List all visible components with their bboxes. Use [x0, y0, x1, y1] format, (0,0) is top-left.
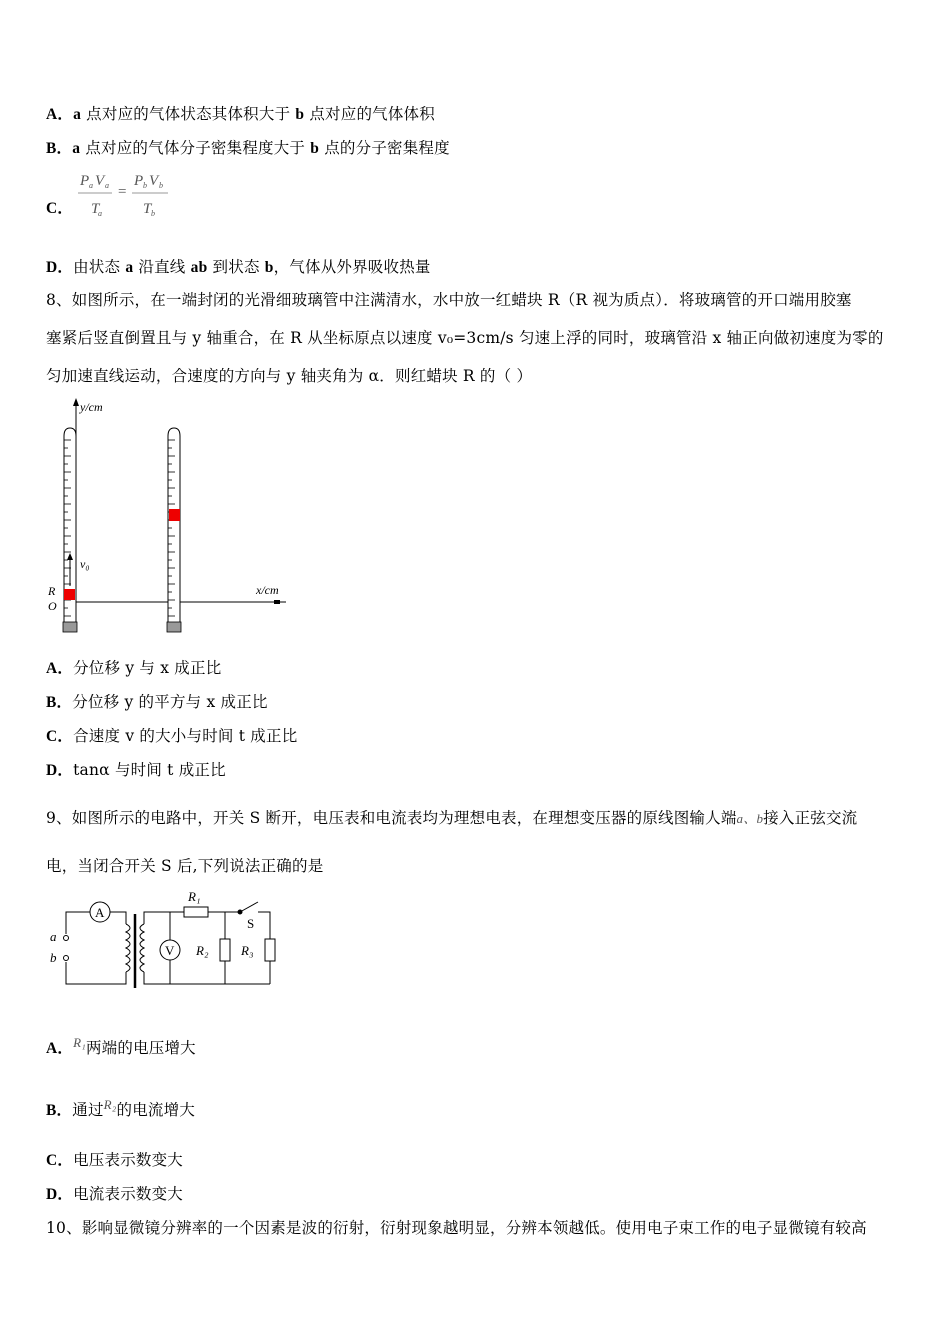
- y-axis-arrow: [73, 398, 79, 406]
- stem-text: 9、如图所示的电路中，开关 S 断开，电压表和电流表均为理想电表，在理想变压器的原线图输人端: [46, 809, 737, 827]
- x-axis-label: x/cm: [256, 583, 279, 597]
- q8-option-d: [46, 758, 226, 780]
- red-wax-block-moved: [169, 509, 180, 521]
- option-text: 点的分子密集程度: [319, 139, 450, 157]
- left-tube: [63, 428, 77, 632]
- option-text: 通过: [72, 1101, 104, 1119]
- q9-option-d: [46, 1182, 183, 1204]
- separator: 、: [743, 811, 757, 826]
- option-label: A．: [46, 106, 74, 123]
- option-text: 到状态: [207, 258, 265, 276]
- var-b: b: [295, 106, 305, 123]
- option-label: C．: [46, 728, 74, 745]
- formula-v-right: V: [149, 173, 159, 189]
- var-b: b: [310, 140, 320, 157]
- switch-blade[interactable]: [240, 902, 258, 912]
- option-label: D．: [46, 259, 74, 276]
- q8-stem-line2: 塞紧后竖直倒置且与 y 轴重合，在 R 从坐标原点以速度 v₀=3cm/s 匀速上浮的同时，玻璃管沿 x 轴正向做初速度为零的: [46, 329, 884, 347]
- formula-eq: =: [118, 184, 127, 200]
- option-text: tanα 与时间 t 成正比: [73, 761, 226, 779]
- r1-label: R₁: [188, 889, 201, 904]
- formula-t-right: T: [143, 201, 152, 217]
- formula-p-right: P: [134, 173, 144, 189]
- right-tube: [167, 428, 181, 632]
- formula-sub: a: [98, 209, 102, 218]
- voltmeter-label: V: [165, 943, 175, 958]
- formula-sub: a: [89, 181, 93, 190]
- q8-stem-line1: 8、如图所示，在一端封闭的光滑细玻璃管中注满清水，水中放一红蜡块 R（R 视为质点）．将玻璃管的开口端用胶塞: [46, 291, 852, 309]
- option-text: 电压表示数变大: [73, 1151, 183, 1169]
- option-text: 两端的电压增大: [85, 1039, 196, 1057]
- velocity-label: v₀: [80, 557, 90, 571]
- option-label: A．: [46, 660, 74, 677]
- q10-stem-line1: 10、影响显微镜分辨率的一个因素是波的衍射，衍射现象越明显，分辨本领越低。使用电子束工作的电子显微镜有较高: [46, 1219, 867, 1237]
- secondary-coil: [140, 924, 144, 972]
- q9-option-a: [46, 1036, 196, 1058]
- var-a: a: [125, 259, 134, 276]
- option-label: B．: [46, 140, 73, 157]
- resistor-r1: [184, 907, 208, 917]
- option-label: C．: [46, 200, 74, 217]
- option-text: 沿直线: [133, 258, 191, 276]
- r3-label: R₃: [241, 943, 254, 958]
- option-label: B．: [46, 694, 73, 711]
- option-label: A．: [46, 1040, 74, 1057]
- q8-stem-line3: 匀加速直线运动，合速度的方向与 y 轴夹角为 α．则红蜡块 R 的（ ）: [46, 367, 533, 385]
- q7-option-a: [46, 102, 435, 124]
- formula-sub: a: [105, 181, 109, 190]
- origin-label: O: [48, 599, 57, 613]
- option-text: 点对应的气体体积: [304, 105, 435, 123]
- primary-coil: [126, 924, 130, 972]
- terminal-b-dot: [64, 956, 69, 961]
- x-axis-arrow: [274, 600, 280, 604]
- option-label: C．: [46, 1152, 74, 1169]
- option-text: 由状态: [73, 258, 126, 276]
- option-text: 电流表示数变大: [73, 1185, 183, 1203]
- q9-stem-line2: 电，当闭合开关 S 后,下列说法正确的是: [46, 857, 324, 875]
- q7-formula: [76, 168, 176, 220]
- formula-v-left: V: [95, 173, 105, 189]
- q9-option-b: [46, 1098, 195, 1120]
- stem-text: 接入正弦交流: [763, 809, 858, 827]
- q9-stem-line1: [46, 806, 857, 828]
- terminal-a-dot: [64, 936, 69, 941]
- option-text: 点对应的气体状态其体积大于: [81, 105, 296, 123]
- q7-option-b: [46, 136, 450, 158]
- formula-t-left: T: [91, 201, 100, 217]
- y-axis-label: y/cm: [80, 400, 103, 414]
- var-r1: R₁: [73, 1035, 86, 1050]
- var-a: a: [73, 106, 82, 123]
- option-text: ，气体从外界吸收热量: [273, 258, 431, 276]
- red-wax-block: [64, 589, 75, 600]
- formula-sub: b: [143, 181, 147, 190]
- option-text: 分位移 y 与 x 成正比: [73, 659, 222, 677]
- r2-label: R₂: [196, 943, 209, 958]
- ammeter-label: A: [95, 905, 105, 920]
- terminal-b: b: [756, 811, 764, 826]
- a-label: a: [50, 929, 57, 944]
- var-a: a: [72, 140, 81, 157]
- formula-p-left: P: [80, 173, 90, 189]
- q8-option-a: [46, 656, 221, 678]
- option-label: D．: [46, 762, 74, 779]
- var-b: b: [264, 259, 274, 276]
- formula-sub: b: [151, 209, 155, 218]
- var-r2: R₂: [103, 1097, 117, 1112]
- terminal-a: a: [736, 811, 744, 826]
- q8-option-b: [46, 690, 268, 712]
- q7-option-c-label: [46, 196, 73, 218]
- switch-label: S: [247, 916, 255, 931]
- q9-option-c: [46, 1148, 183, 1170]
- option-label: B．: [46, 1102, 73, 1119]
- resistor-r2: [220, 939, 230, 961]
- option-text: 合速度 v 的大小与时间 t 成正比: [73, 727, 298, 745]
- block-label: R: [48, 584, 56, 598]
- option-text: 分位移 y 的平方与 x 成正比: [72, 693, 268, 711]
- resistor-r3: [265, 939, 275, 961]
- option-text: 点对应的气体分子密集程度大于: [80, 139, 311, 157]
- q7-option-d: [46, 255, 431, 277]
- b-label: b: [50, 950, 57, 965]
- q9-circuit: [44, 884, 284, 992]
- formula-sub: b: [159, 181, 163, 190]
- option-label: D．: [46, 1186, 74, 1203]
- option-text: 的电流增大: [116, 1101, 196, 1119]
- q8-option-c: [46, 724, 297, 746]
- q8-figure: [44, 396, 294, 636]
- var-ab: ab: [190, 259, 208, 276]
